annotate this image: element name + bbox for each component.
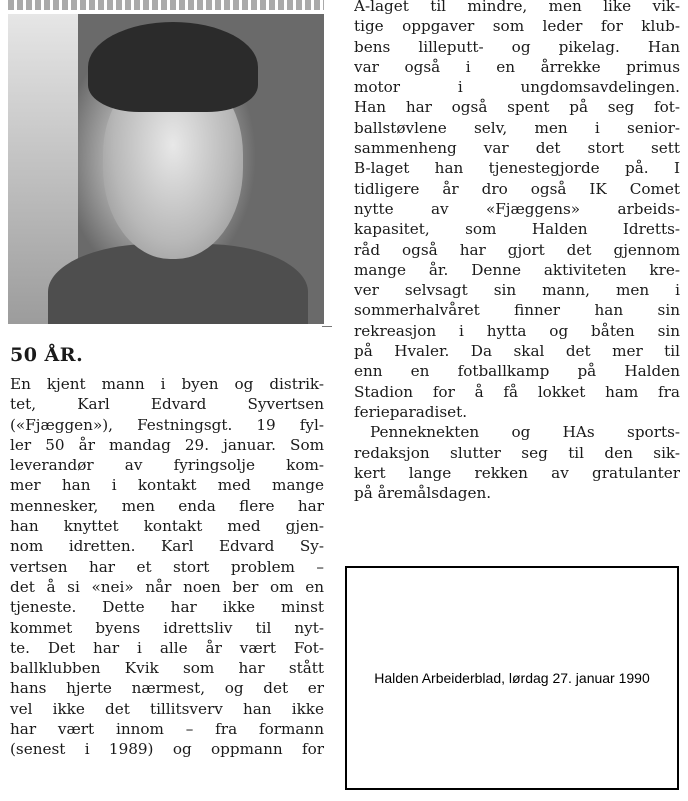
text-line: leverandør av fyringsolje kom- [10, 456, 324, 475]
text-line: kapasitet, som Halden Idretts- [354, 220, 680, 239]
article-heading: 50 ÅR. [10, 344, 84, 366]
text-line: rekreasjon i hytta og båten sin [354, 321, 680, 340]
portrait-photo [8, 14, 324, 324]
text-line: te. Det har i alle år vært Fot- [10, 638, 324, 657]
text-line: ler 50 år mandag 29. januar. Som [10, 435, 324, 454]
text-line: på åremålsdagen. [354, 484, 492, 503]
text-line: tidligere år dro også IK Comet [354, 179, 680, 198]
text-line: sammenheng var det stort sett [354, 139, 680, 158]
text-line: nom idretten. Karl Edvard Sy- [10, 537, 324, 556]
text-line: En kjent mann i byen og distrik- [10, 375, 324, 393]
text-line: tige oppgaver som leder for klub- [354, 17, 680, 36]
text-line: A-laget til mindre, men like vik- [354, 0, 680, 15]
photo-hair [88, 22, 258, 112]
text-line: (senest i 1989) og oppmann for [10, 740, 324, 759]
right-column-text [354, 0, 680, 503]
text-line: på Hvaler. Da skal det mer til [354, 342, 680, 361]
text-line: motor i ungdomsavdelingen. [354, 78, 680, 97]
text-line: hans hjerte nærmest, og det er [10, 679, 324, 698]
text-line: har vært innom – fra formann [10, 720, 324, 739]
text-line: B-laget han tjenestegjorde på. I [354, 159, 680, 178]
text-line: («Fjæggen»), Festningsgt. 19 fyl- [10, 415, 324, 434]
text-line: Han har også spent på seg fot- [354, 98, 680, 117]
left-column-text [10, 374, 324, 760]
left-column [8, 0, 326, 801]
caption-box [345, 566, 679, 790]
text-line: tet, Karl Edvard Syvertsen [10, 395, 324, 414]
text-line: det å si «nei» når noen ber om en [10, 577, 324, 596]
text-line: kert lange rekken av gratulanter [354, 463, 680, 482]
text-line: ver selvsagt sin mann, men i [354, 281, 680, 300]
text-line: bens lilleputt- og pikelag. Han [354, 37, 680, 56]
text-line: Penneknekten og HAs sports- [370, 423, 680, 442]
text-line: råd også har gjort det gjennom [354, 240, 680, 259]
text-line: var også i en årrekke primus [354, 57, 680, 76]
photo-rule [322, 326, 332, 327]
text-line: Stadion for å få lokket ham fra [354, 382, 680, 401]
right-column [354, 0, 680, 560]
text-line: mennesker, men enda flere har [10, 496, 324, 515]
cropped-text-strip [8, 0, 324, 10]
text-line: enn en fotballkamp på Halden [354, 362, 680, 381]
text-line: sommerhalvåret finner han sin [354, 301, 680, 320]
caption-text: Halden Arbeiderblad, lørdag 27. januar 1990 [374, 670, 650, 686]
text-line: mer han i kontakt med mange [10, 476, 324, 495]
text-line: vel ikke det tillitsverv han ikke [10, 699, 324, 718]
text-line: vertsen har et stort problem – [10, 557, 324, 576]
text-line: redaksjon slutter seg til den sik- [354, 443, 680, 462]
text-line: nytte av «Fjæggens» arbeids- [354, 199, 680, 218]
text-line: mange år. Denne aktiviteten kre- [354, 260, 680, 279]
text-line: ballklubben Kvik som har stått [10, 659, 324, 678]
text-line: kommet byens idrettsliv til nyt- [10, 618, 324, 637]
text-line: han knyttet kontakt med gjen- [10, 517, 324, 536]
text-line: tjeneste. Dette har ikke minst [10, 598, 324, 617]
text-line: ferieparadiset. [354, 402, 468, 421]
text-line: ballstøvlene selv, men i senior- [354, 118, 680, 137]
